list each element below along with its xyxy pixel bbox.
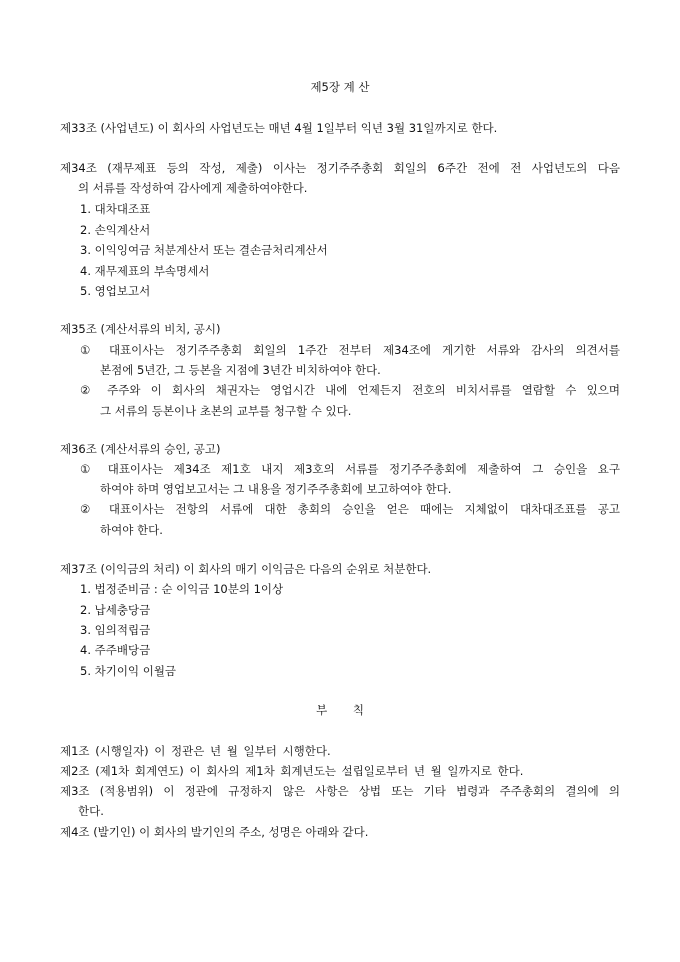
article-35-heading: 제35조 (계산서류의 비치, 공시)	[60, 322, 221, 336]
supplementary-article-3-line2: 한다.	[78, 804, 104, 818]
supplementary-article-1: 제1조 (시행일자) 이 정관은 년 월 일부터 시행한다.	[60, 744, 331, 758]
article-35-para1-line1: ① 대표이사는 정기주주총회 회일의 1주간 전부터 제34조에 게기한 서류와 감사의 의견서를	[80, 343, 620, 357]
article-37-heading: 제37조 (이익금의 처리) 이 회사의 매기 이익금은 다음의 순위로 처분한다.	[60, 562, 432, 576]
list-item: 2. 손익계산서	[80, 223, 151, 237]
supplementary-title: 부 칙	[316, 703, 364, 717]
article-36-para2-line1: ② 대표이사는 전항의 서류에 대한 총회의 승인을 얻은 때에는 지체없이 대차대조표를 공고	[80, 502, 620, 516]
list-item: 5. 차기이익 이월금	[80, 664, 177, 678]
article-35-para2-line1: ② 주주와 이 회사의 채권자는 영업시간 내에 언제든지 전호의 비치서류를 열람할 수 있으며	[80, 383, 620, 397]
list-item: 5. 영업보고서	[80, 284, 151, 298]
supplementary-article-3-line1: 제3조 (적용범위) 이 정관에 규정하지 않은 사항은 상법 또는 기타 법령과 주주총회의 결의에 의	[60, 784, 620, 798]
list-item: 4. 주주배당금	[80, 643, 151, 657]
article-35-para1-line2: 본점에 5년간, 그 등본을 지점에 3년간 비치하여야 한다.	[100, 363, 381, 377]
supplementary-article-4: 제4조 (발기인) 이 회사의 발기인의 주소, 성명은 아래와 같다.	[60, 825, 369, 839]
article-33: 제33조 (사업년도) 이 회사의 사업년도는 매년 4월 1일부터 익년 3월 31일까지로 한다.	[60, 121, 498, 135]
article-36-para1-line1: ① 대표이사는 제34조 제1호 내지 제3호의 서류를 정기주주총회에 제출하여 그 승인을 요구	[80, 462, 620, 476]
article-36-para1-line2: 하여야 하며 영업보고서는 그 내용을 정기주주총회에 보고하여야 한다.	[100, 482, 452, 496]
article-34-line2: 의 서류를 작성하여 감사에게 제출하여야한다.	[78, 181, 308, 195]
list-item: 3. 이익잉여금 처분계산서 또는 결손금처리계산서	[80, 243, 328, 257]
list-item: 4. 재무제표의 부속명세서	[80, 264, 210, 278]
supplementary-article-2: 제2조 (제1차 회계연도) 이 회사의 제1차 회계년도는 설립일로부터 년 월 일까지로 한다.	[60, 764, 524, 778]
article-36-para2-line2: 하여야 한다.	[100, 523, 163, 537]
article-34-line1: 제34조 (재무제표 등의 작성, 제출) 이사는 정기주주총회 회일의 6주간 전에 전 사업년도의 다음	[60, 161, 620, 175]
list-item: 1. 대차대조표	[80, 202, 151, 216]
list-item: 3. 임의적립금	[80, 623, 151, 637]
article-36-heading: 제36조 (계산서류의 승인, 공고)	[60, 442, 221, 456]
article-35-para2-line2: 그 서류의 등본이나 초본의 교부를 청구할 수 있다.	[100, 404, 352, 418]
list-item: 2. 납세충당금	[80, 603, 151, 617]
chapter-title: 제5장 계 산	[310, 80, 370, 94]
list-item: 1. 법정준비금 : 순 이익금 10분의 1이상	[80, 582, 284, 596]
